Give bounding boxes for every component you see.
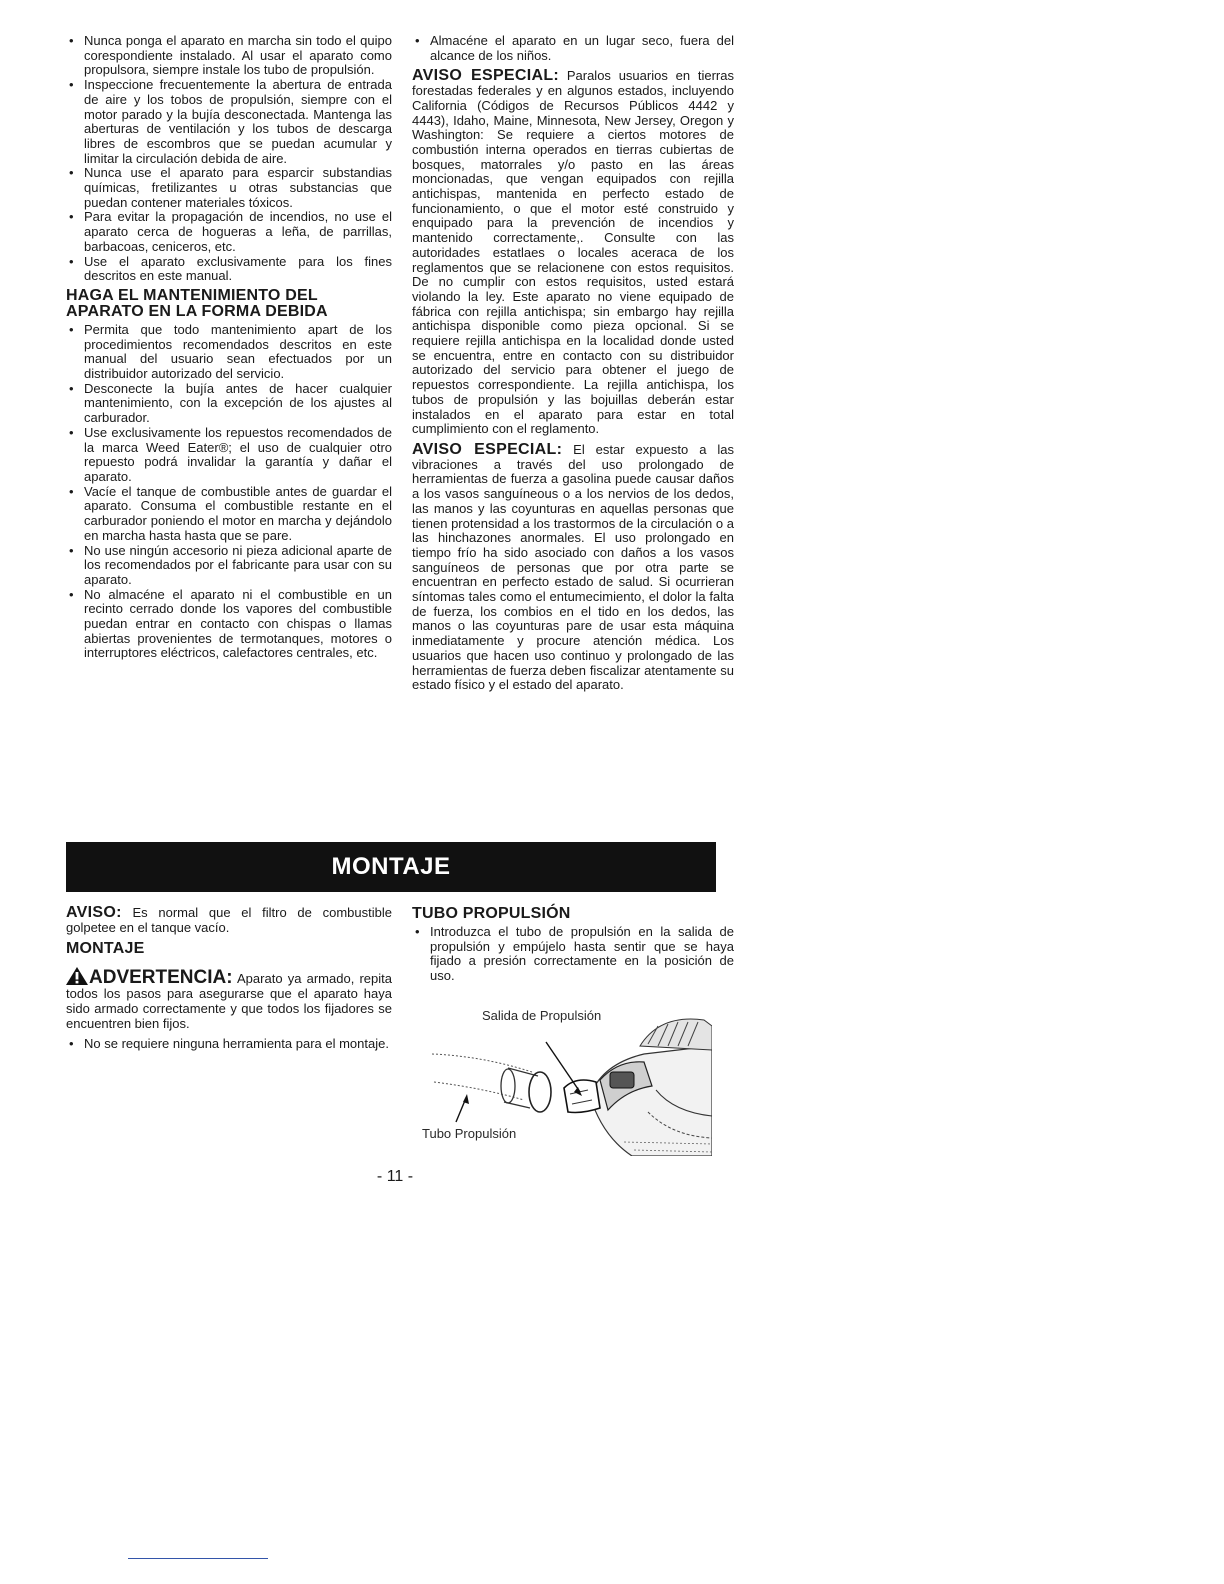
- list-item: • No almacéne el aparato ni el combustible en un recinto cerrado donde los vapores del combustible puedan entrar en contacto con chispas o llamas abiertas provenientes de termotanques, motores o interruptores eléctricos, calefactores centrales, etc.: [66, 588, 392, 662]
- list-item: • Use el aparato exclusivamente para los fines descritos en este manual.: [66, 255, 392, 284]
- warning: [66, 967, 392, 1031]
- warning-lead: ADVERTENCIA:: [89, 967, 233, 989]
- special-notice-lead: AVISO ESPECIAL:: [412, 440, 563, 458]
- list-item: • Vacíe el tanque de combustible antes de guardar el aparato. Consuma el combustible restante en el carburador poniendo el motor en marcha y dejándolo en marcha hasta hasta que se pare.: [66, 485, 392, 544]
- list-item: • Nunca use el aparato para esparcir substandias químicas, fretilizantes u otras substancias que puedan contener materiales tóxicos.: [66, 166, 392, 210]
- list-item: • Para evitar la propagación de incendios, no use el aparato cerca de hogueras a leña, de parrillas, barbacoas, ceniceros, etc.: [66, 210, 392, 254]
- special-notice-lead: AVISO ESPECIAL:: [412, 67, 560, 85]
- maintenance-heading: HAGA EL MANTENIMIENTO DEL APARATO EN LA FORMA DEBIDA: [66, 286, 328, 320]
- special-notice-text: Paralos usuarios en tierras forestadas federales y en algunos estados, incluyendo California (Códigos de Recursos Públicos 4442 y 4443), Idaho, Maine, Minnesota, New Jersey, Oregon y Washington: Se requiere a ciertos motores de combustión interna operados en tierras cubiertas de bosques, matorrales y/o pasto en las áreas moncionadas, que vengan equipados con rejilla antichispas, mantenida en perfecto estado de funcionamiento, o que el motor esté construido y enquipado para la prevención de incendios y mantenido correctamente,. Consulte con las autoridades estatlaes o locales aceraca de los reglamentos que se relacionene con estos requisitos. De no cumplir con estos requisitos, usted estará violando la ley. Este aparato no viene equipado de fábrica con rejilla antichispa; sin embargo hay rejilla antichispa disponible como pieza opcional. Si se requiere rejilla antichispa en la localidad donde usted se encuentra, entre en contacto con su distribuidor autorizado del servicio para obtener el juego de repuestos correspondiente. La rejilla antichispa, los tubos de propulsión y las bojuillas deberán estar instalados en el aparato para estar en total cumplimiento con el reglamento.: [412, 68, 734, 437]
- tube-heading: TUBO PROPULSIÓN: [412, 905, 571, 922]
- tube-list: [412, 925, 734, 984]
- assembly-list: [66, 1037, 392, 1052]
- list-item: • Nunca ponga el aparato en marcha sin todo el quipo corespondiente instalado. Al usar el aparato como propulsora, siempre instale los tubo de propulsión.: [66, 34, 392, 78]
- special-notice-1: [412, 69, 734, 437]
- list-item: • No use ningún accesorio ni pieza adicional aparte de los recomendados por el fabricante para usar con su aparato.: [66, 544, 392, 588]
- list-item: • Desconecte la bujía antes de hacer cualquier mantenimiento, con la excepción de los ajustes al carburador.: [66, 382, 392, 426]
- assembly-heading: MONTAJE: [66, 940, 145, 958]
- assembly-right-column: [412, 906, 734, 984]
- list-item: • Introduzca el tubo de propulsión en la salida de propulsión y empújelo hasta sentir que se haya fijado a presión correctamente en la posición de uso.: [412, 925, 734, 984]
- right-column: [412, 34, 734, 699]
- list-item: • Inspeccione frecuentemente la abertura de entrada de aire y los tobos de propulsión, siempre con el motor parado y la bujía desconectada. Mantenga las aberturas de ventilación y los tubos de descarga libres de escombros que se puedan acumular y limitar la circulación debida de aire.: [66, 78, 392, 166]
- assembly-left-column: [66, 906, 392, 1052]
- notice-text: Es normal que el filtro de combustible golpetee en el tanque vacío.: [66, 905, 392, 935]
- section-banner: MONTAJE: [66, 842, 716, 892]
- special-notice-text: El estar expuesto a las vibraciones a través del uso prolongado de herramientas de fuerza a gasolina puede causar daños a los vasos sanguíneous o a los nervios de los dedos, las manos y las coyunturas en aquellas personas que tienen protensidad a los trastormos de la circulación o a las hinchazones anormales. El uso prolongado en tiempo frío ha sido asociado con daños a los vasos sanguíneos de personas que por otra parte se encuentran en perfecto estado de salud. Si ocurrieran síntomas tales como el entumecimiento, el dolor la falta de fuerza, los combios en el tido en los dedos, las manos o las coyunturas pare de usar esta máquina inmediatamente y procure atención médica. Los usuarios que hacen uso continuo y prolongado de las herramientas de fuerza deben fiscalizar atentamente su estado físico y el estado del aparato.: [412, 441, 734, 693]
- footer-rule: [128, 1558, 268, 1559]
- page-number: - 11 -: [376, 1168, 414, 1185]
- warning-triangle-icon: [66, 967, 88, 985]
- outlet-label: Salida de Propulsión: [482, 1008, 602, 1023]
- list-item: • No se requiere ninguna herramienta para el montaje.: [66, 1037, 392, 1052]
- left-column: [66, 34, 392, 661]
- safety-list: [66, 34, 392, 284]
- list-item: • Permita que todo mantenimiento apart de los procedimientos recomendados descritos en este manual del usuario sean efectuados por un distribuidor autorizado del servicio.: [66, 323, 392, 382]
- notice: [66, 906, 392, 935]
- notice-lead: AVISO:: [66, 904, 122, 921]
- tube-label: Tubo Propulsión: [422, 1126, 517, 1141]
- list-item: • Almacéne el aparato en un lugar seco, fuera del alcance de los niños.: [412, 34, 734, 63]
- maintenance-list: [66, 323, 392, 661]
- special-notice-2: [412, 440, 734, 693]
- storage-list: [412, 34, 734, 63]
- warning-text: Aparato ya armado, repita todos los pasos para asegurarse que el aparato haya sido armado correctamente y que todos los fijadores se encuentren bien fijos.: [66, 971, 392, 1031]
- list-item: • Use exclusivamente los repuestos recomendados de la marca Weed Eater®; el uso de cualquier otro repuesto podrá invalidar la garantía y dañar el aparato.: [66, 426, 392, 485]
- blower-tube-illustration: [412, 1008, 712, 1156]
